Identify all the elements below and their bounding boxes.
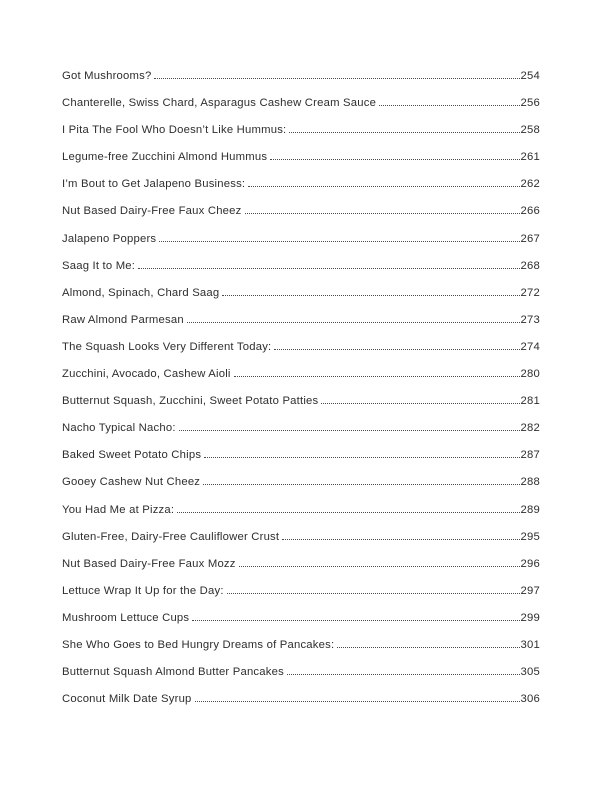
toc-entry-title: You Had Me at Pizza: xyxy=(62,503,175,516)
toc-entry xyxy=(62,388,540,415)
toc-entry-page-number: 297 xyxy=(520,584,540,597)
toc-entry-page-number: 305 xyxy=(520,666,540,679)
toc-entry-title: I’m Bout to Get Jalapeno Business: xyxy=(62,178,246,191)
toc-entry xyxy=(62,307,540,334)
toc-entry xyxy=(62,686,540,713)
dotted-leader xyxy=(227,593,520,594)
toc-entry xyxy=(62,280,540,307)
dotted-leader xyxy=(203,484,519,485)
toc-entry-page-number: 256 xyxy=(520,97,540,110)
dotted-leader xyxy=(154,78,519,79)
toc-entry xyxy=(62,605,540,632)
toc-entry-page-number: 289 xyxy=(520,503,540,516)
dotted-leader xyxy=(282,539,519,540)
toc-entry-title: Got Mushrooms? xyxy=(62,70,152,82)
toc-entry xyxy=(62,442,540,469)
toc-entry-page-number: 295 xyxy=(520,530,540,543)
dotted-leader xyxy=(289,132,519,133)
dotted-leader xyxy=(187,322,520,323)
toc-entry-page-number: 272 xyxy=(520,286,540,299)
toc-entry-title: Coconut Milk Date Syrup xyxy=(62,693,192,706)
toc-entry-title: Nut Based Dairy-Free Faux Cheez xyxy=(62,205,242,218)
toc-entry-page-number: 299 xyxy=(520,611,540,624)
toc-entry xyxy=(62,144,540,171)
toc-entry xyxy=(62,524,540,551)
toc-entry-page-number: 288 xyxy=(520,476,540,489)
toc-entry-page-number: 281 xyxy=(520,395,540,408)
toc-entry-title: Butternut Squash Almond Butter Pancakes xyxy=(62,666,284,679)
toc-entry xyxy=(62,578,540,605)
toc-entry-title: The Squash Looks Very Different Today: xyxy=(62,340,272,353)
dotted-leader xyxy=(239,566,520,567)
toc-entry-title: Lettuce Wrap It Up for the Day: xyxy=(62,584,224,597)
toc-entry-title: Baked Sweet Potato Chips xyxy=(62,449,202,462)
toc-entry-page-number: 254 xyxy=(520,70,540,82)
toc-entry xyxy=(62,63,540,90)
toc-entry xyxy=(62,90,540,117)
dotted-leader xyxy=(222,295,519,296)
toc-entry-page-number: 268 xyxy=(520,259,540,272)
toc-entry xyxy=(62,117,540,144)
toc-entry xyxy=(62,361,540,388)
toc-entry-page-number: 258 xyxy=(520,124,540,137)
toc-entry-page-number: 262 xyxy=(520,178,540,191)
toc-entry-title: Chanterelle, Swiss Chard, Asparagus Cashew Cream Sauce xyxy=(62,97,377,110)
toc-entry-page-number: 282 xyxy=(520,422,540,435)
toc-entry-page-number: 261 xyxy=(520,151,540,164)
dotted-leader xyxy=(138,268,519,269)
toc-entry xyxy=(62,334,540,361)
dotted-leader xyxy=(274,349,519,350)
toc-entry xyxy=(62,632,540,659)
dotted-leader xyxy=(270,159,519,160)
dotted-leader xyxy=(159,241,519,242)
dotted-leader xyxy=(192,620,519,621)
dotted-leader xyxy=(195,701,520,702)
toc-entry-page-number: 287 xyxy=(520,449,540,462)
toc-entry-title: Gluten-Free, Dairy-Free Cauliflower Crust xyxy=(62,530,280,543)
dotted-leader xyxy=(248,186,519,187)
dotted-leader xyxy=(177,512,519,513)
toc-entry xyxy=(62,226,540,253)
toc-entry xyxy=(62,469,540,496)
toc-entry-page-number: 301 xyxy=(520,638,540,651)
dotted-leader xyxy=(245,213,520,214)
toc-entry xyxy=(62,171,540,198)
dotted-leader xyxy=(179,430,520,431)
toc-entry-title: Jalapeno Poppers xyxy=(62,232,157,245)
toc-entry-title: Nut Based Dairy-Free Faux Mozz xyxy=(62,557,236,570)
toc-list xyxy=(62,63,540,713)
toc-entry-title: Almond, Spinach, Chard Saag xyxy=(62,286,220,299)
toc-entry-title: Legume-free Zucchini Almond Hummus xyxy=(62,151,268,164)
toc-entry xyxy=(62,551,540,578)
toc-entry xyxy=(62,253,540,280)
toc-entry-title: Butternut Squash, Zucchini, Sweet Potato Patties xyxy=(62,395,319,408)
toc-entry-page-number: 266 xyxy=(520,205,540,218)
toc-entry-page-number: 306 xyxy=(520,693,540,706)
toc-entry xyxy=(62,198,540,225)
toc-entry-title: Mushroom Lettuce Cups xyxy=(62,611,190,624)
toc-entry-title: Nacho Typical Nacho: xyxy=(62,422,176,435)
dotted-leader xyxy=(337,647,519,648)
dotted-leader xyxy=(234,376,520,377)
toc-entry-title: She Who Goes to Bed Hungry Dreams of Pancakes: xyxy=(62,638,335,651)
toc-entry-title: Raw Almond Parmesan xyxy=(62,313,184,326)
toc-entry-title: Zucchini, Avocado, Cashew Aioli xyxy=(62,368,231,381)
toc-entry xyxy=(62,415,540,442)
dotted-leader xyxy=(204,457,519,458)
toc-entry-title: Gooey Cashew Nut Cheez xyxy=(62,476,201,489)
toc-entry xyxy=(62,659,540,686)
toc-entry-title: I Pita The Fool Who Doesn’t Like Hummus: xyxy=(62,124,287,137)
toc-entry xyxy=(62,497,540,524)
toc-entry-title: Saag It to Me: xyxy=(62,259,136,272)
toc-entry-page-number: 273 xyxy=(520,313,540,326)
toc-entry-page-number: 267 xyxy=(520,232,540,245)
dotted-leader xyxy=(379,105,519,106)
dotted-leader xyxy=(321,403,519,404)
toc-entry-page-number: 296 xyxy=(520,557,540,570)
dotted-leader xyxy=(287,674,520,675)
toc-entry-page-number: 274 xyxy=(520,340,540,353)
toc-entry-page-number: 280 xyxy=(520,368,540,381)
